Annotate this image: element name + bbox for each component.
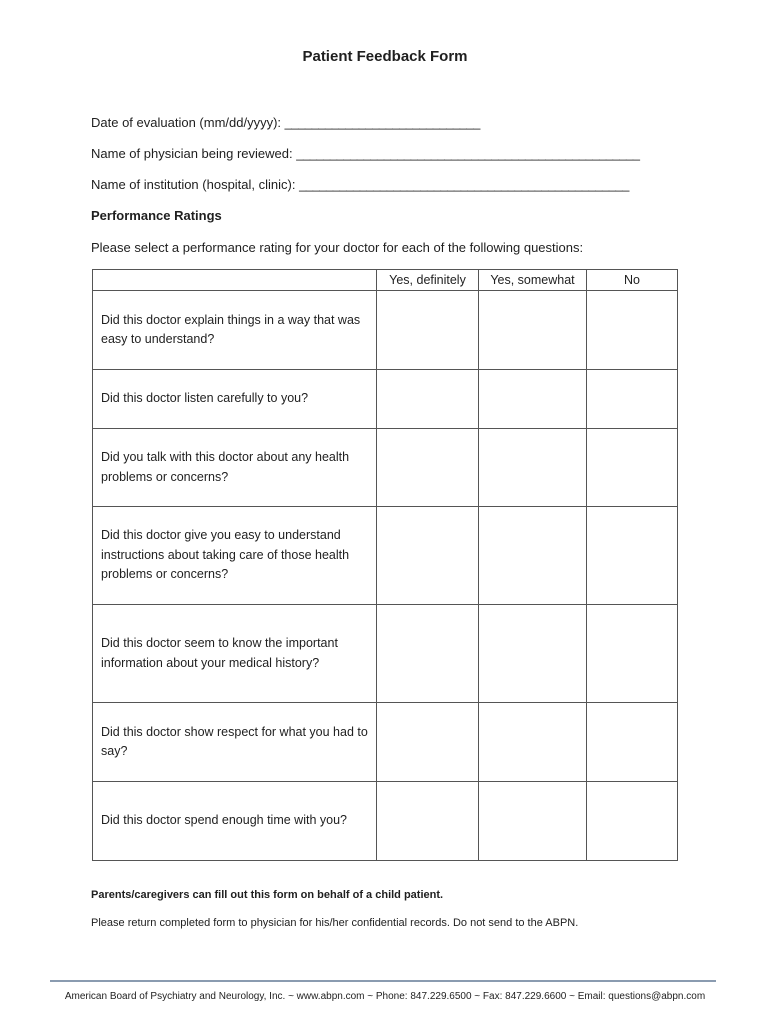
institution-field [91, 177, 629, 192]
physician-label: Name of physician being reviewed: [91, 146, 293, 161]
rating-cell-no[interactable] [587, 370, 678, 429]
table-row [93, 782, 678, 861]
table-row [93, 507, 678, 605]
header-yes-definitely: Yes, definitely [377, 270, 479, 291]
footer-divider [50, 980, 716, 982]
rating-cell-yes-definitely[interactable] [377, 429, 479, 507]
rating-cell-yes-definitely[interactable] [377, 782, 479, 861]
rating-cell-yes-somewhat[interactable] [479, 782, 587, 861]
question-cell: Did this doctor spend enough time with you? [93, 782, 377, 861]
rating-cell-yes-somewhat[interactable] [479, 291, 587, 370]
question-cell: Did this doctor listen carefully to you? [93, 370, 377, 429]
table-row [93, 370, 678, 429]
institution-blank[interactable]: _________________________________________________ [299, 177, 629, 192]
institution-label: Name of institution (hospital, clinic): [91, 177, 296, 192]
rating-cell-yes-somewhat[interactable] [479, 370, 587, 429]
physician-blank[interactable]: ___________________________________________________ [296, 146, 640, 161]
date-label: Date of evaluation (mm/dd/yyyy): [91, 115, 282, 130]
rating-cell-yes-definitely[interactable] [377, 291, 479, 370]
table-row [93, 429, 678, 507]
rating-cell-yes-somewhat[interactable] [479, 703, 587, 782]
form-title: Patient Feedback Form [302, 48, 468, 65]
question-cell: Did this doctor give you easy to understand instructions about taking care of those health problems or concerns? [93, 507, 377, 605]
question-cell: Did this doctor show respect for what you had to say? [93, 703, 377, 782]
ratings-table [92, 269, 678, 861]
header-yes-somewhat: Yes, somewhat [479, 270, 587, 291]
rating-cell-no[interactable] [587, 782, 678, 861]
rating-cell-yes-somewhat[interactable] [479, 429, 587, 507]
rating-cell-no[interactable] [587, 291, 678, 370]
question-cell: Did you talk with this doctor about any health problems or concerns? [93, 429, 377, 507]
question-cell: Did this doctor explain things in a way that was easy to understand? [93, 291, 377, 370]
date-blank[interactable]: _____________________________ [284, 115, 480, 130]
table-row [93, 605, 678, 703]
rating-cell-yes-somewhat[interactable] [479, 605, 587, 703]
question-cell: Did this doctor seem to know the important information about your medical history? [93, 605, 377, 703]
header-question [93, 270, 377, 291]
table-row [93, 291, 678, 370]
section-title: Performance Ratings [91, 208, 222, 223]
date-field [91, 115, 480, 130]
return-note: Please return completed form to physician for his/her confidential records. Do not send to the ABPN. [91, 917, 579, 929]
rating-cell-no[interactable] [587, 507, 678, 605]
header-no: No [587, 270, 678, 291]
table-header-row [93, 270, 678, 291]
instructions-text: Please select a performance rating for your doctor for each of the following questions: [91, 240, 584, 255]
rating-cell-yes-definitely[interactable] [377, 507, 479, 605]
footer-text: American Board of Psychiatry and Neurology, Inc. ~ www.abpn.com ~ Phone: 847.229.6500 ~ Fax: 847.229.6600 ~ Email: questions@abpn.com [64, 991, 706, 1002]
rating-cell-no[interactable] [587, 429, 678, 507]
caregiver-note: Parents/caregivers can fill out this form on behalf of a child patient. [91, 889, 444, 901]
rating-cell-yes-definitely[interactable] [377, 605, 479, 703]
rating-cell-yes-somewhat[interactable] [479, 507, 587, 605]
table-row [93, 703, 678, 782]
rating-cell-yes-definitely[interactable] [377, 703, 479, 782]
physician-field [91, 146, 639, 161]
rating-cell-no[interactable] [587, 605, 678, 703]
rating-cell-no[interactable] [587, 703, 678, 782]
rating-cell-yes-definitely[interactable] [377, 370, 479, 429]
